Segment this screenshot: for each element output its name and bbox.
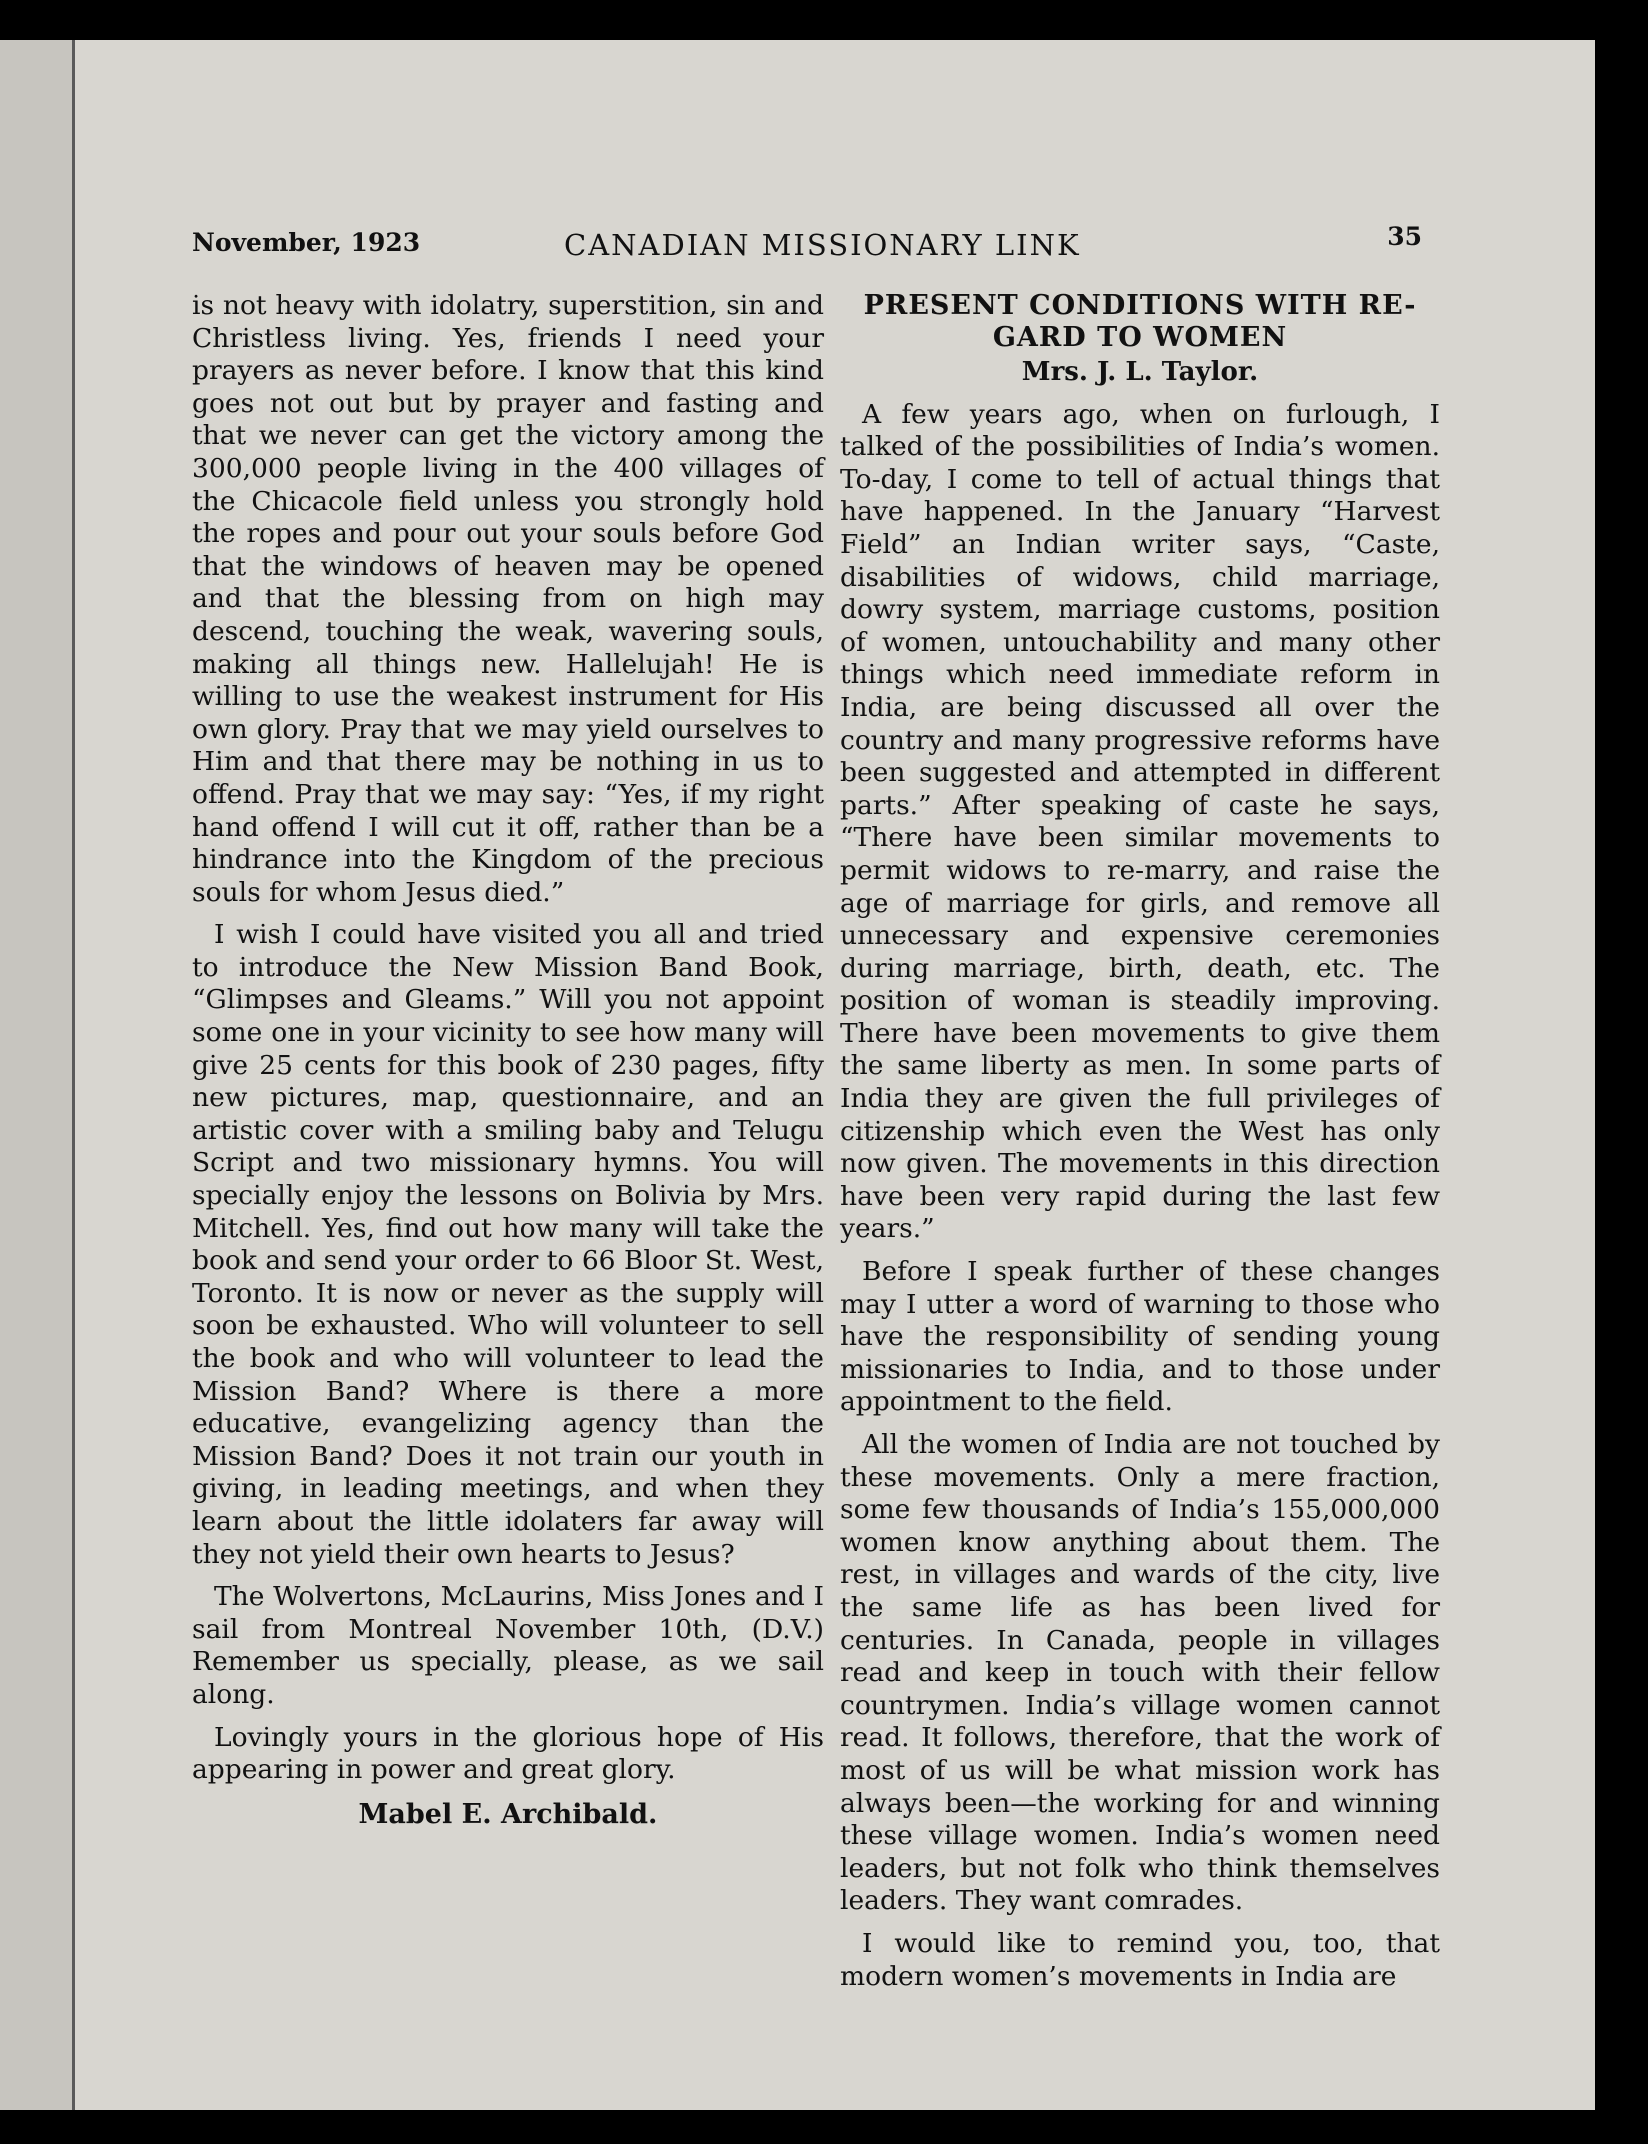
page-header bbox=[192, 222, 1422, 268]
left-paragraph-2: I wish I could have visited you all and tried to introduce the New Mission Band Book, “Glimpses and Gleams.” Will you not appoint some one in your vicinity to see how many will give 25 cents for this book of 230 pages, fifty new pictures, map, questionnaire, and an artistic cover with a smiling baby and Telugu Script and two missionary hymns. You will specially enjoy the lessons on Bolivia by Mrs. Mitchell. Yes, find out how many will take the book and send your order to 66 Bloor St. West, Toronto. It is now or never as the supply will soon be exhausted. Who will volunteer to sell the book and who will volunteer to lead the Mission Band? Where is there a more educative, evangelizing agency than the Mission Band? Does it not train our youth in giving, in leading meetings, and when they learn about the little idolaters far away will they not yield their own hearts to Jesus? bbox=[192, 919, 824, 1570]
left-column bbox=[192, 290, 824, 1831]
right-column bbox=[840, 290, 1440, 1993]
left-paragraph-3: The Wolvertons, McLaurins, Miss Jones and I sail from Montreal November 10th, (D.V.) Remember us specially, please, as we sail along. bbox=[192, 1581, 824, 1710]
article-title-line-2: GARD TO WOMEN bbox=[992, 322, 1288, 353]
page-edge-strip bbox=[0, 40, 75, 2110]
left-paragraph-1: is not heavy with idolatry, superstition, sin and Christless living. Yes, friends I need your prayers as never before. I know that this kind goes not out but by prayer and fasting and that we never can get the victory among the 300,000 people living in the 400 villages of the Chicacole field unless you strongly hold the ropes and pour out your souls before God that the windows of heaven may be opened and that the blessing from on high may descend, touching the weak, wavering souls, making all things new. Hallelujah! He is willing to use the weakest instrument for His own glory. Pray that we may yield ourselves to Him and that there may be nothing in us to offend. Pray that we may say: “Yes, if my right hand offend I will cut it off, rather than be a hindrance into the Kingdom of the precious souls for whom Jesus died.” bbox=[192, 290, 824, 908]
right-paragraph-3: All the women of India are not touched by these movements. Only a mere fraction, some few thousands of India’s 155,000,000 women know anything about them. The rest, in villages and wards of the city, live the same life as has been lived for centuries. In Canada, people in villages read and keep in touch with their fellow countrymen. India’s village women cannot read. It follows, therefore, that the work of most of us will be what mission work has always been—the working for and winning these village women. India’s women need leaders, but not folk who think themselves leaders. They want comrades. bbox=[840, 1429, 1440, 1917]
article-title bbox=[840, 290, 1440, 354]
left-paragraph-4: Lovingly yours in the glorious hope of His appearing in power and great glory. bbox=[192, 1721, 824, 1786]
article-title-line-1: PRESENT CONDITIONS WITH RE- bbox=[863, 290, 1417, 321]
right-paragraph-4: I would like to remind you, too, that modern women’s movements in India are bbox=[840, 1927, 1440, 1992]
letter-signature: Mabel E. Archibald. bbox=[358, 1798, 658, 1830]
page bbox=[0, 40, 1595, 2110]
right-paragraph-2: Before I speak further of these changes may I utter a word of warning to those who have the responsibility of sending young missionaries to India, and to those under appointment to the field. bbox=[840, 1256, 1440, 1418]
article-author: Mrs. J. L. Taylor. bbox=[1021, 357, 1259, 387]
page-number: 35 bbox=[1387, 222, 1422, 251]
publication-title: CANADIAN MISSIONARY LINK bbox=[564, 228, 1081, 262]
issue-date: November, 1923 bbox=[192, 228, 421, 257]
right-paragraph-1: A few years ago, when on furlough, I talked of the possibilities of India’s women. To-day, I come to tell of actual things that have happened. In the January “Harvest Field” an Indian writer says, “Caste, disabilities of widows, child marriage, dowry system, marriage customs, position of women, untouchability and many other things which need immediate reform in India, are being discussed all over the country and many progressive reforms have been suggested and attempted in different parts.” After speaking of caste he says, “There have been similar movements to permit widows to re-marry, and raise the age of marriage for girls, and remove all unnecessary and expensive ceremonies during marriage, birth, death, etc. The position of woman is steadily improving. There have been movements to give them the same liberty as men. In some parts of India they are given the full privileges of citizenship which even the West has only now given. The movements in this direction have been very rapid during the last few years.” bbox=[840, 398, 1440, 1245]
